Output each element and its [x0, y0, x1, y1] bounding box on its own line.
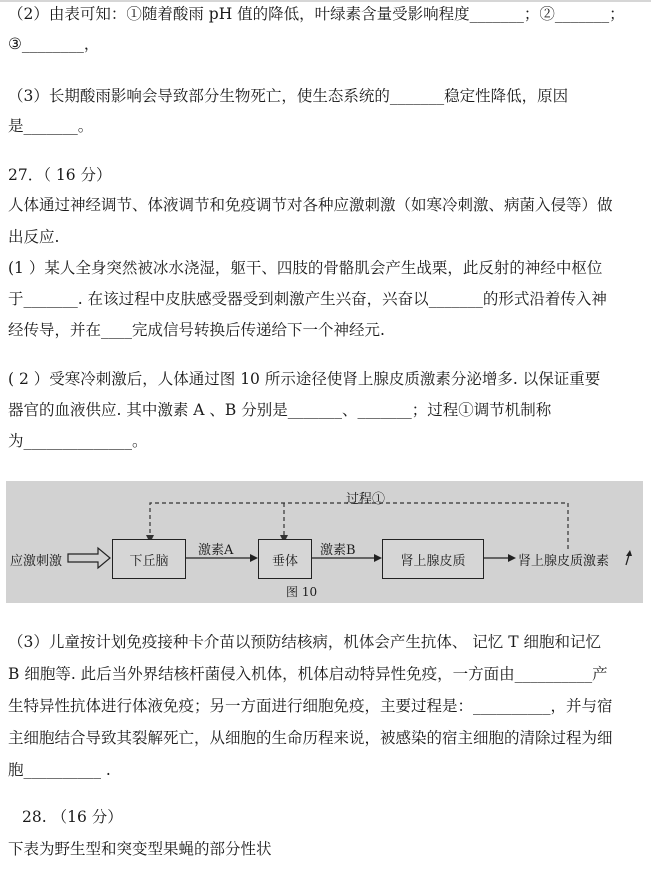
q27-intro-line1: 人体通过神经调节、体液调节和免疫调节对各种应激刺激（如寒冷刺激、病菌入侵等）做: [8, 196, 613, 214]
stimulus-label: 应激刺激: [10, 554, 63, 569]
q27-part3-line4: 主细胞结合导致其裂解死亡，从细胞的生命历程来说，被感染的宿主细胞的清除过程为细: [8, 729, 613, 747]
hormone-b-label: 激素B: [320, 543, 356, 558]
q27-part2-line3: 为______________。: [8, 432, 148, 450]
q26-part2-line1: （2）由表可知：①随着酸雨 pH 值的降低，叶绿素含量受影响程度_______；②_______；: [8, 5, 625, 23]
q28-intro: 下表为野生型和突变型果蝇的部分性状: [8, 840, 272, 858]
figure-caption: 图 10: [286, 585, 318, 599]
figure-10-diagram: [6, 481, 643, 603]
q27-part1-line2: 于_______. 在该过程中皮肤感受器受到刺激产生兴奋，兴奋以_______的形式沿着传入神: [8, 290, 607, 308]
page-top-rule: [0, 0, 651, 2]
output-hormone-label: 肾上腺皮质激素: [518, 554, 610, 569]
q27-part3-line2: B 细胞等. 此后当外界结核杆菌侵入机体，机体启动特异性免疫，一方面由__________产: [8, 665, 608, 683]
q26-part3-line1: （3）长期酸雨影响会导致部分生物死亡，使生态系统的_______稳定性降低，原因: [8, 87, 569, 105]
q27-part1-line1: (1 ）某人全身突然被冰水浇湿，躯干、四肢的骨骼肌会产生战栗，此反射的神经中枢位: [8, 259, 603, 277]
process-1-label: 过程①: [346, 492, 386, 507]
pituitary-box: [258, 539, 312, 579]
hypothalamus-label: 下丘脑: [129, 553, 169, 569]
hypothalamus-box: [112, 539, 186, 579]
q27-part1-line3: 经传导，并在____完成信号转换后传递给下一个神经元.: [8, 321, 385, 339]
hormone-a-label: 激素A: [198, 543, 234, 558]
q26-part3-line2: 是_______。: [8, 117, 94, 135]
pituitary-label: 垂体: [271, 553, 298, 569]
q27-part3-line1: （3）儿童按计划免疫接种卡介苗以预防结核病，机体会产生抗体、 记忆 T 细胞和记忆: [8, 633, 601, 651]
q27-part2-line1: ( 2 ）受寒冷刺激后，人体通过图 10 所示途径使肾上腺皮质激素分泌增多. 以保证重要: [8, 370, 601, 388]
q28-header: 28. （16 分）: [22, 808, 123, 826]
q27-part3-line5: 胞__________ .: [8, 761, 111, 779]
adrenal-cortex-label: 肾上腺皮质: [400, 553, 466, 569]
q27-intro-line2: 出反应.: [8, 228, 60, 246]
adrenal-cortex-box: [382, 539, 484, 579]
q27-part3-line3: 生特异性抗体进行体液免疫；另一方面进行细胞免疫，主要过程是：__________，并与宿: [8, 697, 613, 715]
q27-part2-line2: 器官的血液供应. 其中激素 A 、B 分别是_______、_______；过程①调节机制称: [8, 401, 552, 419]
q26-part2-line2: ③________，: [8, 35, 100, 53]
q27-header: 27．（ 16 分）: [8, 166, 112, 184]
